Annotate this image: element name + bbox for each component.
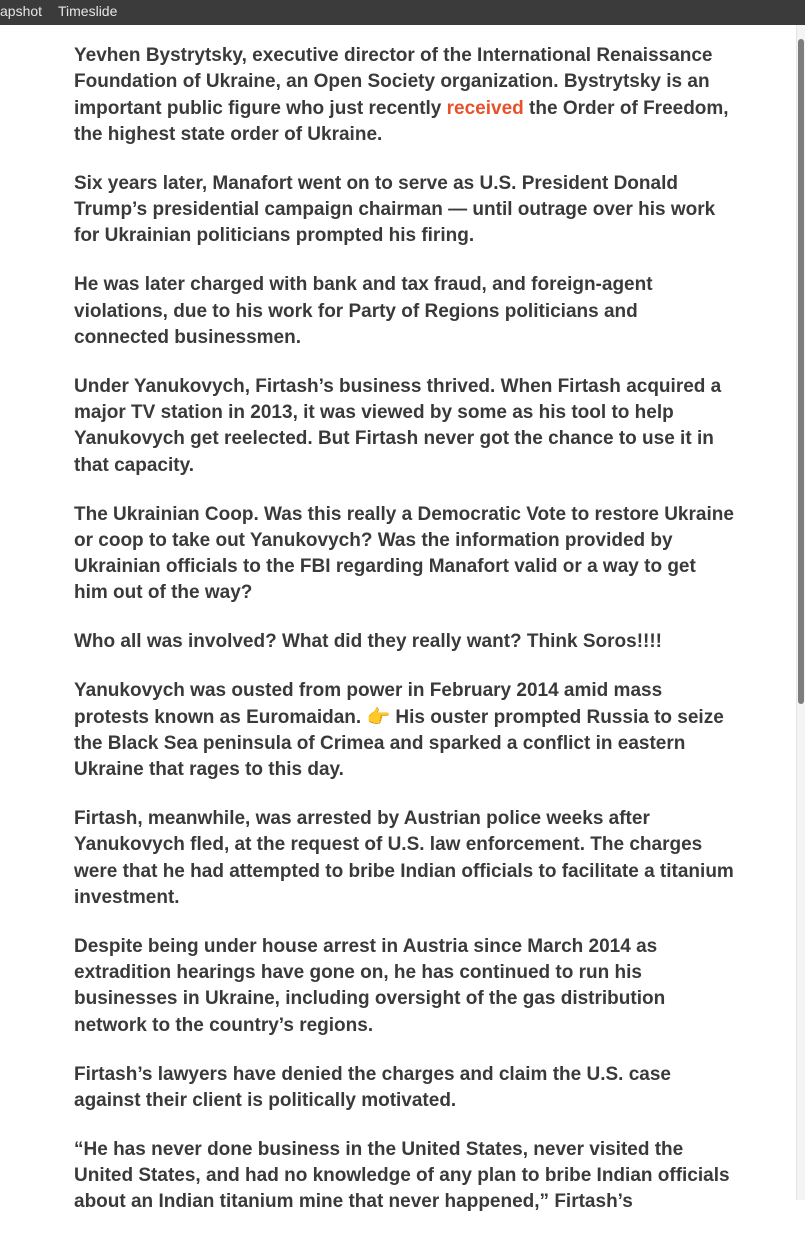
article-body — [74, 43, 734, 1238]
paragraph-quote: “He has never done business in the United States, never visited the United States, and had no knowledge of any plan to bribe Indian officials about an Indian titanium mine that never happened,” Firtash’s — [74, 1138, 730, 1213]
paragraph-lawyers: Firtash’s lawyers have denied the charges and claim the U.S. case against their client is politically motivated. — [74, 1063, 671, 1111]
paragraph-charges: He was later charged with bank and tax fraud, and foreign-agent violations, due to his work for Party of Regions politicians and connected businessmen. — [74, 274, 653, 348]
paragraph-house-arrest: Despite being under house arrest in Austria since March 2014 as extradition hearings have gone on, he has continued to run his businesses in Ukraine, including oversight of the gas distribution network to the country’s regions. — [74, 935, 666, 1036]
tab-snapshot[interactable]: apshot — [0, 3, 43, 19]
paragraph-firtash-business: Under Yanukovych, Firtash’s business thrived. When Firtash acquired a major TV station in 2013, it was viewed by some as his tool to help Yanukovych get reelected. But Firtash never got the chance to use it in that capacity. — [74, 375, 722, 476]
paragraph-arrest: Firtash, meanwhile, was arrested by Austrian police weeks after Yanukovych fled, at the request of U.S. law enforcement. The charges were that he had attempted to bribe Indian officials to facilitate a titanium investment. — [74, 807, 734, 908]
paragraph-euromaidan — [74, 678, 734, 783]
paragraph-soros: Who all was involved? What did they really want? Think Soros!!!! — [74, 631, 662, 653]
paragraph-manafort: Six years later, Manafort went on to serve as U.S. President Donald Trump’s presidential campaign chairman — until outrage over his work for Ukrainian politicians prompted his firing. — [74, 172, 716, 247]
tab-timeslide[interactable]: Timeslide — [58, 3, 118, 19]
vertical-scrollbar[interactable] — [796, 25, 805, 1200]
paragraph-text: His ouster prompted Russia to seize the Black Sea peninsula of Crimea and sparked a conflict in eastern Ukraine that rages to this day. — [74, 706, 724, 781]
paragraph-text: Yanukovych was ousted from power in February 2014 amid mass protests known as Euromaidan. — [74, 680, 663, 728]
paragraph-text: the Order of Freedom, the highest state order of Ukraine. — [74, 97, 729, 145]
archive-toolbar — [0, 0, 805, 25]
scrollbar-thumb[interactable] — [798, 39, 804, 704]
paragraph-coop: The Ukrainian Coop. Was this really a Democratic Vote to restore Ukraine or coop to take out Yanukovych? Was the information provided by Ukrainian officials to the FBI regarding Manafort valid or a way to get him out of the way? — [74, 503, 734, 604]
pointing-hand-icon: 👉 — [366, 706, 391, 728]
received-link[interactable]: received — [446, 97, 524, 119]
paragraph-text: Yevhen Bystrytsky, executive director of the International Renaissance Foundation of Ukraine, an Open Society organization. Bystrytsky is an important public figure who just recently — [74, 45, 713, 119]
paragraph-bystrytsky — [74, 43, 734, 148]
